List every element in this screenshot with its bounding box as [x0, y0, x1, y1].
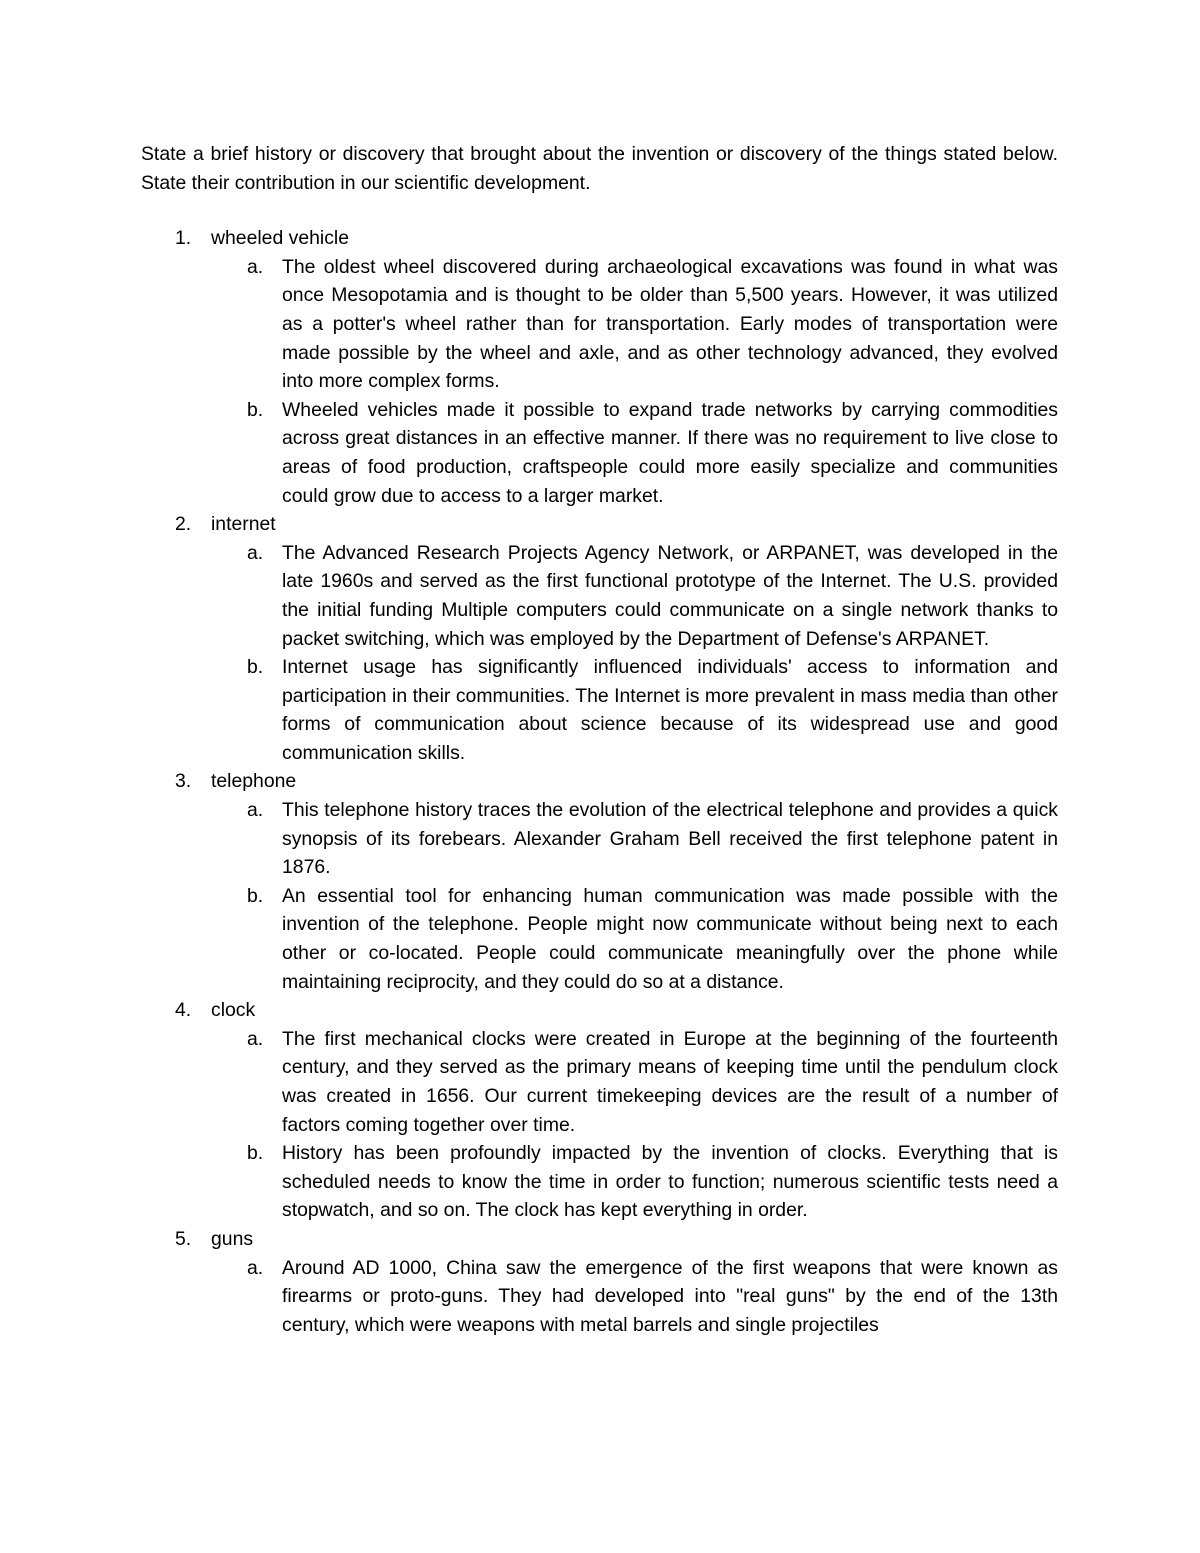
sub-list	[211, 796, 1058, 996]
document-page	[141, 140, 1058, 1339]
sub-list-item	[211, 653, 1058, 767]
sub-list-item	[211, 1025, 1058, 1139]
sub-list-item	[211, 396, 1058, 510]
sub-item-text: Internet usage has significantly influenced individuals' access to information and participation in their communities. The Internet is more prevalent in mass media than other forms of communication about science because of its widespread use and good communication skills.	[282, 656, 1058, 764]
item-title: internet	[211, 513, 276, 536]
sub-item-letter: b.	[247, 884, 264, 907]
sub-item-text: History has been profoundly impacted by the invention of clocks. Everything that is scheduled needs to know the time in order to function; numerous scientific tests need a stopwatch, and so on. The clock has kept everything in order.	[282, 1142, 1058, 1222]
sub-item-text: The oldest wheel discovered during archaeological excavations was found in what was once Mesopotamia and is thought to be older than 5,500 years. However, it was utilized as a potter's wheel rather than for transportation. Early modes of transportation were made possible by the wheel and axle, and as other technology advanced, they evolved into more complex forms.	[282, 255, 1058, 393]
sub-item-letter: a.	[247, 541, 264, 564]
item-number: 3.	[175, 770, 192, 793]
sub-list-item	[211, 796, 1058, 882]
list-item	[141, 767, 1058, 996]
sub-item-text: This telephone history traces the evolution of the electrical telephone and provides a quick synopsis of its forebears. Alexander Graham Bell received the first telephone patent in 1876.	[282, 799, 1058, 879]
list-item	[141, 510, 1058, 767]
item-title: clock	[211, 999, 256, 1022]
sub-item-letter: a.	[247, 1256, 264, 1279]
item-number: 2.	[175, 513, 192, 536]
item-title: wheeled vehicle	[211, 227, 349, 250]
item-number: 1.	[175, 227, 192, 250]
item-title: telephone	[211, 770, 297, 793]
sub-list-item	[211, 253, 1058, 396]
sub-item-text: The first mechanical clocks were created in Europe at the beginning of the fourteenth century, and they served as the primary means of keeping time until the pendulum clock was created in 1656. Our current timekeeping devices are the result of a number of factors coming together over time.	[282, 1027, 1058, 1136]
sub-item-letter: a.	[247, 255, 264, 278]
intro-paragraph: State a brief history or discovery that brought about the invention or discovery of the things stated below. State their contribution in our scientific development.	[141, 143, 1058, 194]
sub-list	[211, 1025, 1058, 1225]
sub-list-item	[211, 1254, 1058, 1340]
sub-list	[211, 1254, 1058, 1340]
sub-item-text: Wheeled vehicles made it possible to expand trade networks by carrying commodities across great distances in an effective manner. If there was no requirement to live close to areas of food production, craftspeople could more easily specialize and communities could grow due to access to a larger market.	[282, 398, 1058, 507]
item-title: guns	[211, 1227, 254, 1250]
sub-item-text: Around AD 1000, China saw the emergence of the first weapons that were known as firearms or proto-guns. They had developed into "real guns" by the end of the 13th century, which were weapons with metal barrels and single projectiles	[282, 1256, 1058, 1336]
list-item	[141, 1225, 1058, 1339]
sub-item-text: The Advanced Research Projects Agency Network, or ARPANET, was developed in the late 1960s and served as the first functional prototype of the Internet. The U.S. provided the initial funding Multiple computers could communicate on a single network thanks to packet switching, which was employed by the Department of Defense's ARPANET.	[282, 541, 1058, 650]
sub-item-letter: a.	[247, 1027, 264, 1050]
list-item	[141, 996, 1058, 1225]
sub-item-letter: a.	[247, 799, 264, 822]
sub-list	[211, 539, 1058, 768]
sub-item-letter: b.	[247, 656, 264, 679]
item-number: 4.	[175, 999, 192, 1022]
list-item	[141, 224, 1058, 510]
sub-item-text: An essential tool for enhancing human communication was made possible with the invention of the telephone. People might now communicate without being next to each other or co-located. People could communicate meaningfully over the phone while maintaining reciprocity, and they could do so at a distance.	[282, 884, 1058, 993]
sub-item-letter: b.	[247, 398, 264, 421]
sub-item-letter: b.	[247, 1142, 264, 1165]
sub-list-item	[211, 1139, 1058, 1225]
sub-list	[211, 253, 1058, 510]
sub-list-item	[211, 539, 1058, 653]
item-number: 5.	[175, 1227, 192, 1250]
topic-list	[141, 224, 1058, 1339]
sub-list-item	[211, 882, 1058, 996]
